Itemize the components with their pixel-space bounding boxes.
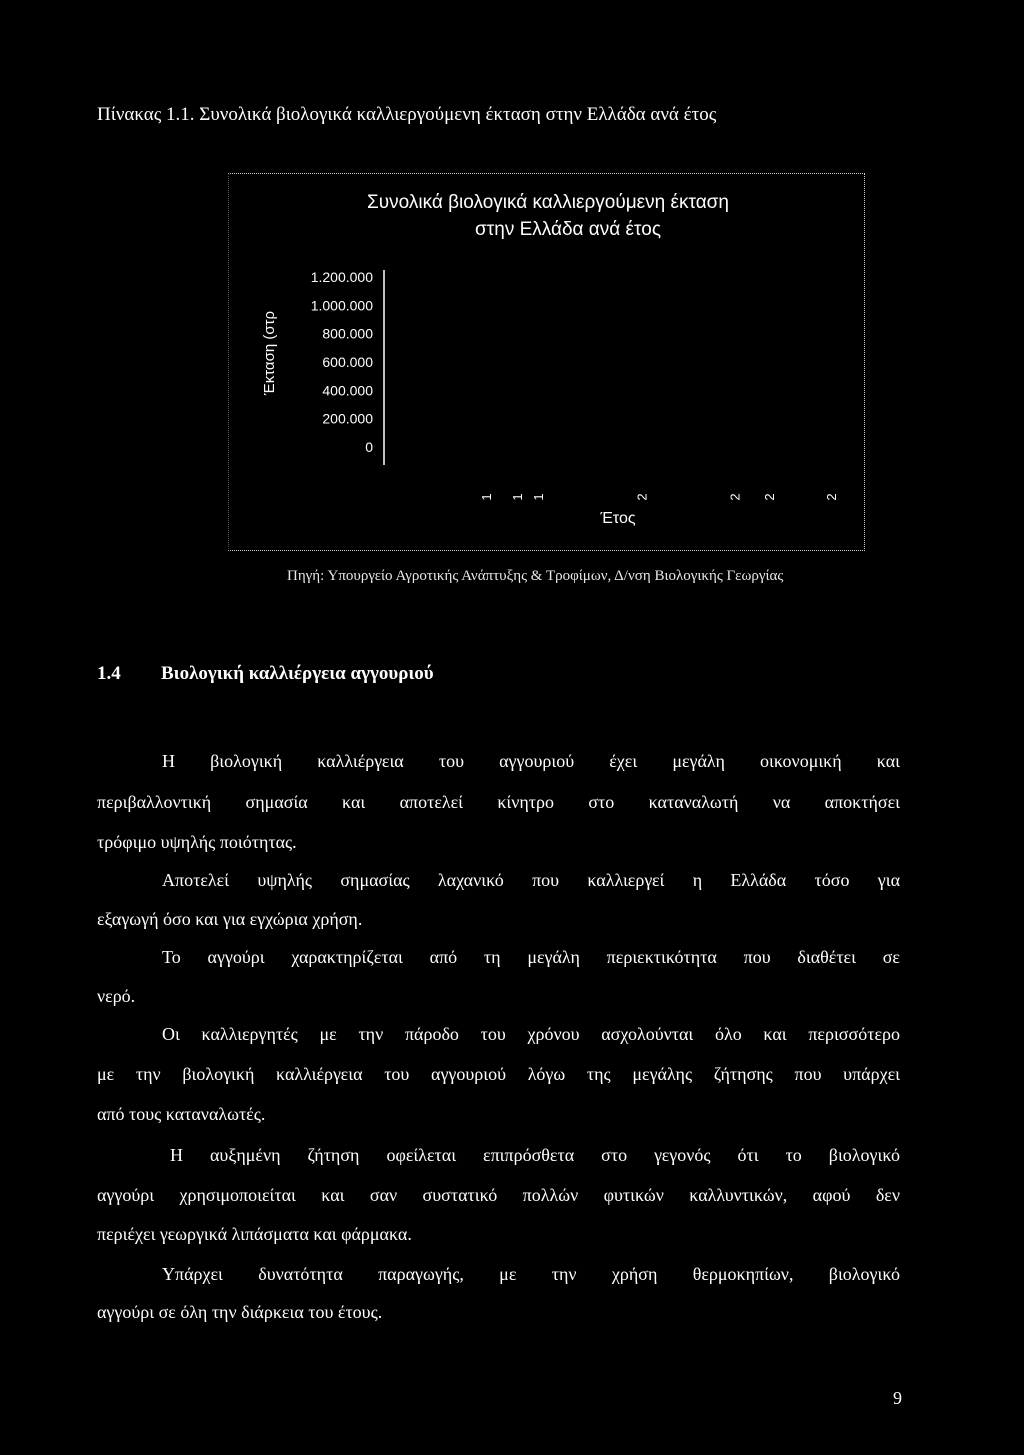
paragraph-line: τρόφιμο υψηλής ποιότητας.: [97, 832, 297, 852]
paragraph-line: Υπάρχει δυνατότητα παραγωγής, με την χρήση θερμοκηπίων, βιολογικό: [162, 1264, 900, 1284]
y-tick-label: 600.000: [322, 354, 373, 370]
y-tick-label: 200.000: [322, 410, 373, 427]
y-tick-label: 1.200.000: [310, 269, 373, 285]
paragraph-line: περιέχει γεωργικά λιπάσματα και φάρμακα.: [97, 1224, 412, 1244]
paragraph-line: Αποτελεί υψηλής σημασίας λαχανικό που καλλιεργεί η Ελλάδα τόσο για: [162, 870, 900, 890]
page-number: 9: [893, 1388, 902, 1408]
section-title: Βιολογική καλλιέργεια αγγουριού: [161, 663, 434, 684]
paragraph-line: αγγούρι χρησιμοποιείται και σαν συστατικό πολλών φυτικών καλλυντικών, αφού δεν: [97, 1185, 900, 1205]
x-axis-label: Έτος: [600, 510, 636, 527]
x-tick-label: 2: [824, 493, 839, 501]
section-number: 1.4: [97, 663, 121, 684]
x-tick-label: 2: [727, 493, 743, 501]
paragraph-line: από τους καταναλωτές.: [97, 1104, 266, 1124]
y-axis-label: Έκταση (στρ: [261, 310, 278, 396]
y-tick-label: 400.000: [322, 382, 373, 399]
paragraph-line: Το αγγούρι χαρακτηρίζεται από τη μεγάλη περιεκτικότητα που διαθέτει σε: [162, 947, 900, 967]
paragraph-line: Η αυξημένη ζήτηση οφείλεται επιπρόσθετα στο γεγονός ότι το βιολογικό: [170, 1145, 900, 1165]
x-tick-label: 2: [634, 493, 650, 501]
section-heading: [97, 663, 434, 685]
x-tick-label: 1: [479, 493, 494, 501]
paragraph-line: νερό.: [97, 986, 136, 1006]
table-caption: Πίνακας 1.1. Συνολικά βιολογικά καλλιεργούμενη έκταση στην Ελλάδα ανά έτος: [97, 104, 717, 125]
paragraph-line: εξαγωγή όσο και για εγχώρια χρήση.: [97, 909, 363, 929]
chart-source: Πηγή: Υπουργείο Αγροτικής Ανάπτυξης & Τροφίμων, Δ/νση Βιολογικής Γεωργίας: [287, 568, 784, 584]
y-tick-label: 0: [365, 439, 373, 455]
x-tick-label: 1: [510, 493, 526, 501]
paragraph-line: περιβαλλοντική σημασία και αποτελεί κίνητρο στο καταναλωτή να αποκτήσει: [97, 792, 900, 812]
paragraph-line: Οι καλλιεργητές με την πάροδο του χρόνου ασχολούνται όλο και περισσότερο: [162, 1024, 900, 1044]
paragraph-line: με την βιολογική καλλιέργεια του αγγουριού λόγω της μεγάλης ζήτησης που υπάρχει: [97, 1064, 900, 1084]
chart-title: Συνολικά βιολογικά καλλιεργούμενη έκταση: [367, 192, 729, 213]
paragraph-line: αγγούρι σε όλη την διάρκεια του έτους.: [97, 1302, 383, 1322]
x-tick-label: 2: [761, 493, 777, 501]
area-chart: [228, 173, 863, 549]
x-tick-label: 1: [530, 493, 546, 501]
y-tick-label: 1.000.000: [310, 297, 373, 314]
y-tick-label: 800.000: [322, 325, 373, 342]
chart-subtitle: στην Ελλάδα ανά έτος: [475, 219, 661, 240]
paragraph-line: Η βιολογική καλλιέργεια του αγγουριού έχει μεγάλη οικονομική και: [162, 751, 900, 771]
